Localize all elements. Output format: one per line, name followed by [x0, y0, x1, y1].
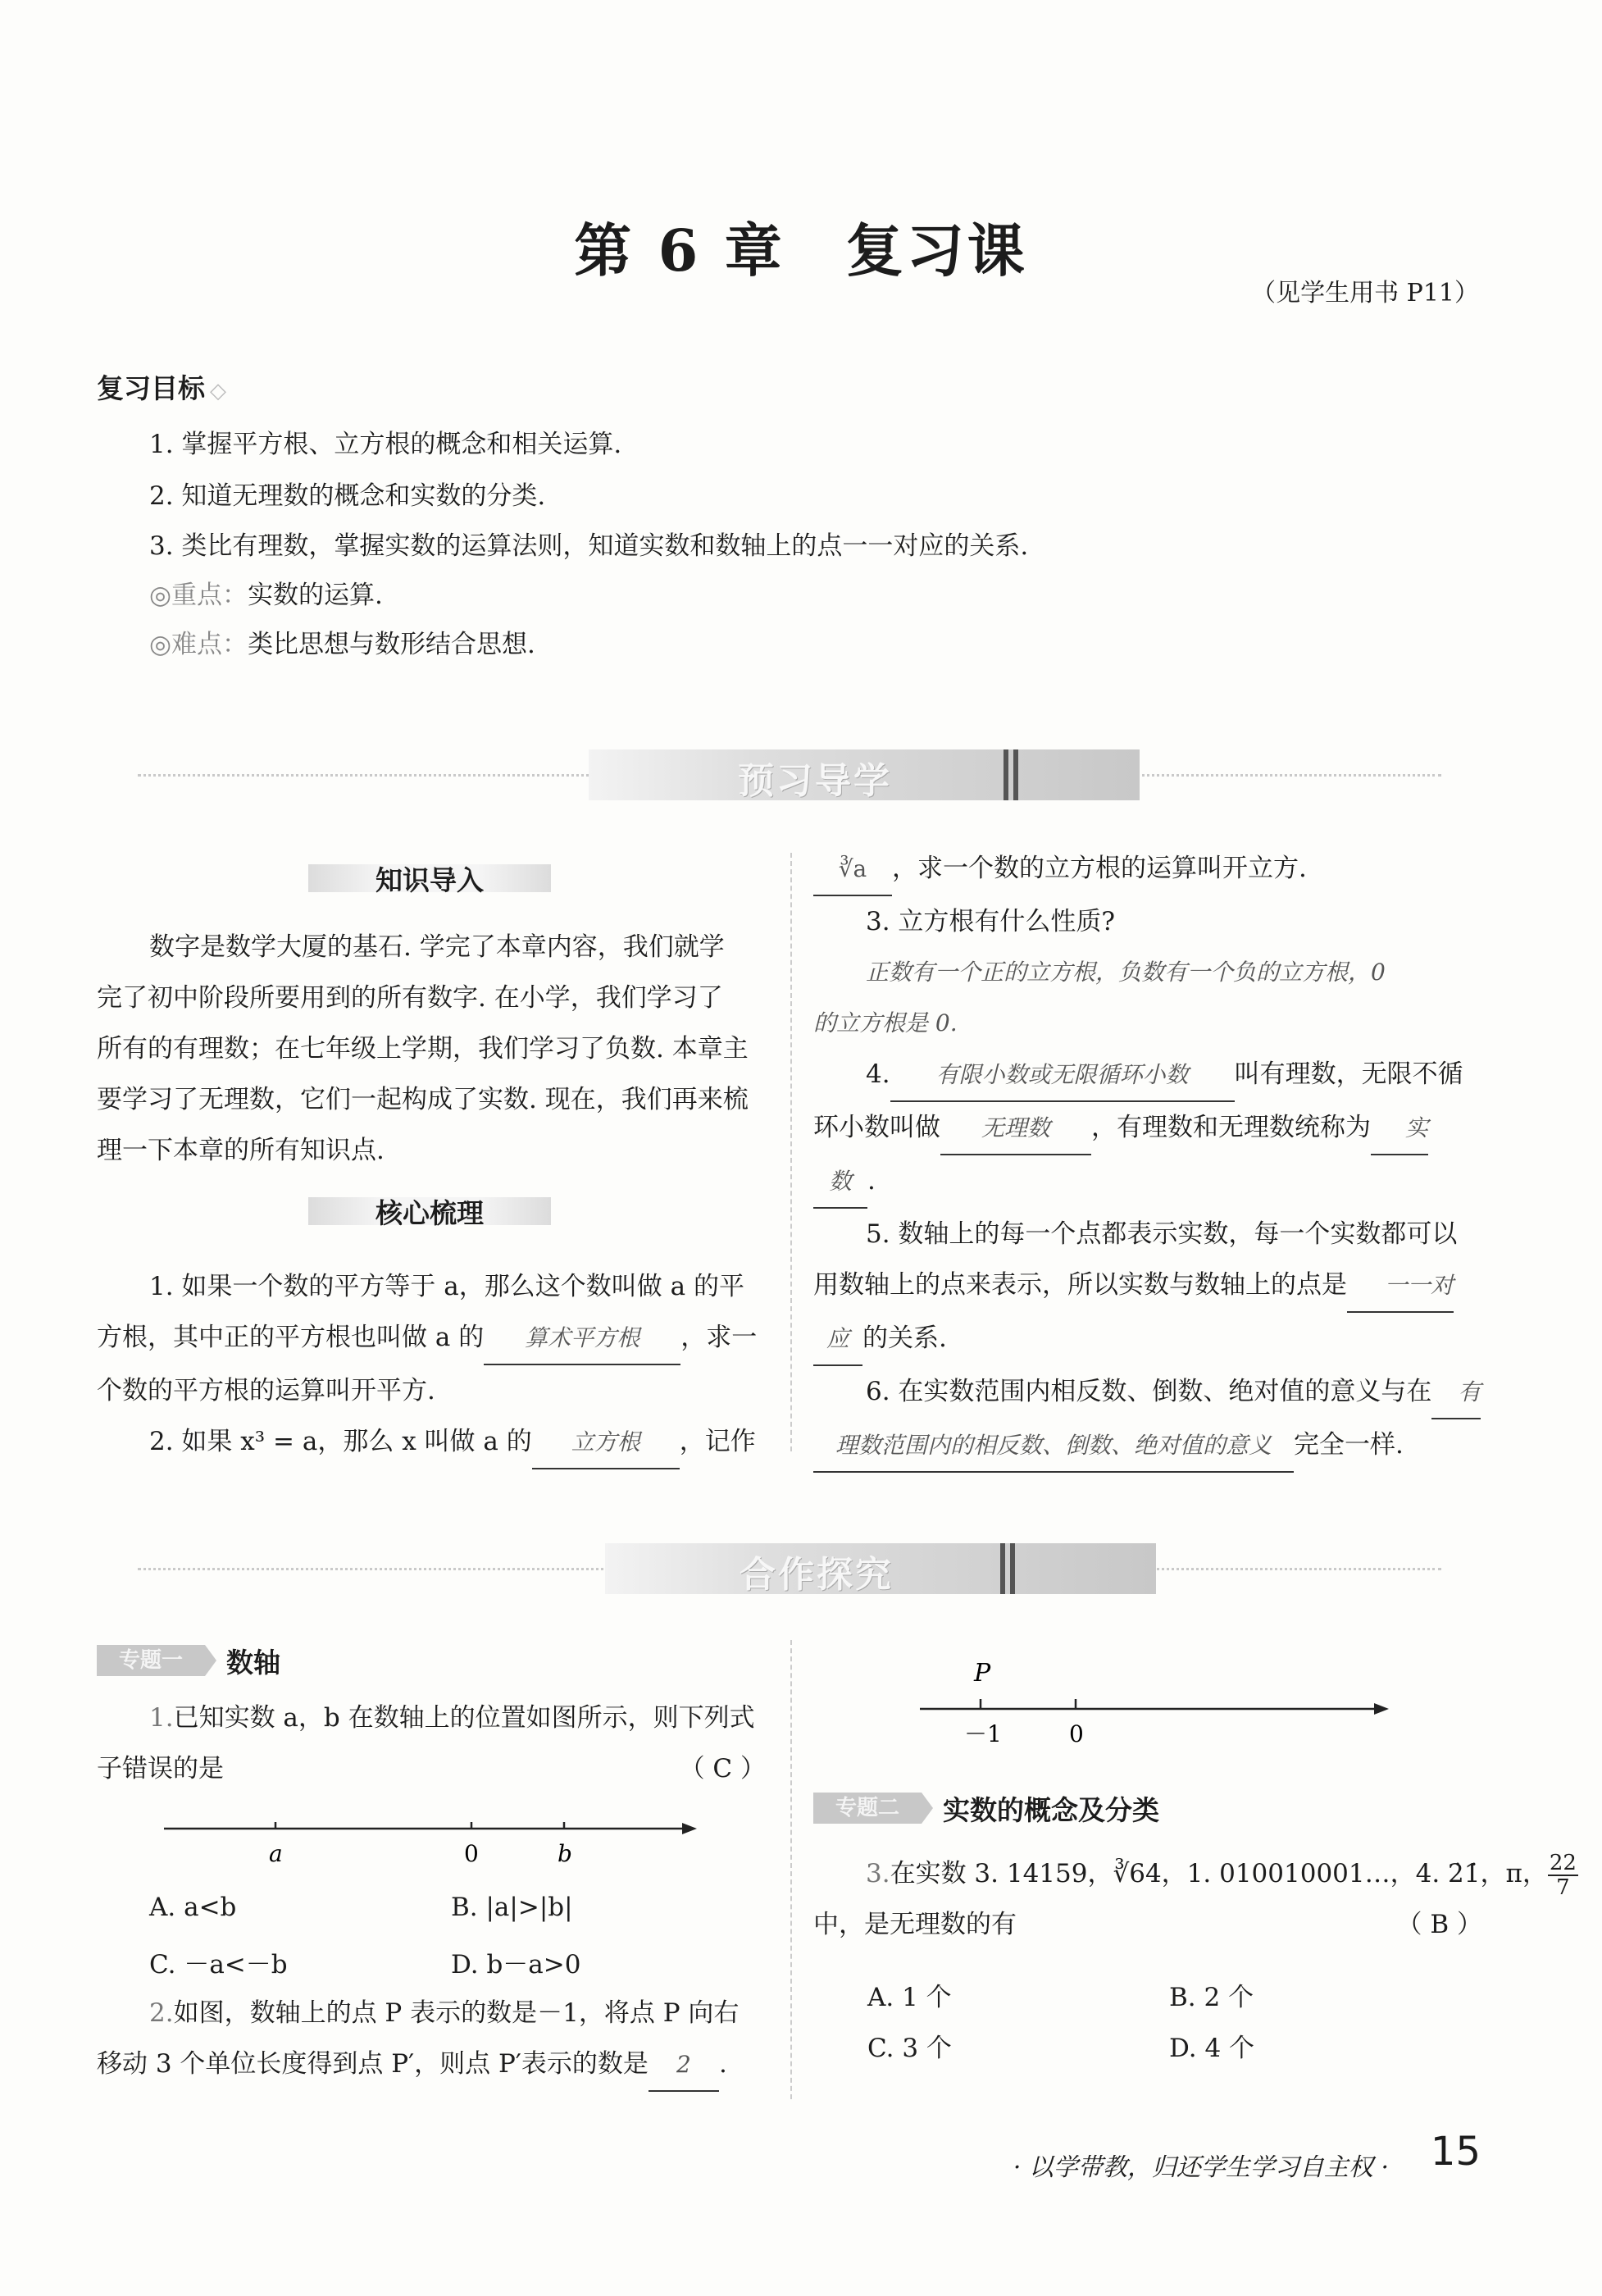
answer-irrational: 无理数 [940, 1103, 1091, 1155]
page-title: 第 6 章 复习课 [574, 216, 1028, 285]
core-5-end: 的关系. [862, 1323, 947, 1353]
core-1-tail: ，求一 [680, 1323, 758, 1352]
goal-item-1: 1. 掌握平方根、立方根的概念和相关运算. [149, 430, 622, 459]
intro-line-3: 所有的有理数；在七年级上学期，我们学习了负数. 本章主 [97, 1034, 749, 1064]
core-1-text: 方根，其中正的平方根也叫做 a 的 [97, 1323, 485, 1352]
question-1-line-2 [97, 1743, 766, 1794]
answer-one-to-one-2: 应 [813, 1314, 862, 1366]
question-1-option-a: A. a<b [149, 1893, 237, 1922]
intro-line-4: 要学习了无理数，它们一起构成了实数. 现在，我们再来梳 [97, 1085, 749, 1114]
banner-explore-label: 合作探究 [740, 1554, 894, 1596]
goals-heading-text: 复习目标 [97, 372, 205, 404]
core-6-text: 6. 在实数范围内相反数、倒数、绝对值的意义与在 [866, 1377, 1432, 1406]
core-6-end: 完全一样. [1294, 1430, 1404, 1460]
label-b: b [558, 1840, 572, 1867]
question-1-option-d: D. b－a>0 [451, 1950, 581, 1979]
book-reference: （见学生用书 P11） [1251, 279, 1479, 308]
core-2-end: ，求一个数的立方根的运算叫开立方. [892, 854, 1307, 883]
section-banner-explore [138, 1540, 1441, 1597]
fraction-22-7 [1548, 1852, 1578, 1899]
question-1-text-2: 子错误的是 [97, 1754, 224, 1784]
intro-heading-text: 知识导入 [375, 864, 484, 896]
topic-2-tag: 专题二 [813, 1793, 922, 1824]
question-3-text-2: 中，是无理数的有 [813, 1910, 1017, 1939]
question-3-text: 在实数 3. 14159，∛64，1. 010010001…，4. 2̇1̇，π， [890, 1859, 1548, 1888]
core-2-text: 2. 如果 x³ = a，那么 x 叫做 a 的 [149, 1427, 532, 1456]
core-3-answer-2: 的立方根是 0. [813, 1009, 958, 1036]
core-1-line-3: 个数的平方根的运算叫开平方. [97, 1376, 435, 1405]
fraction-numerator: 22 [1549, 1850, 1577, 1875]
core-6-line-2 [813, 1419, 1482, 1473]
question-2-number: 2. [149, 1998, 174, 2028]
topic-1-tag: 专题一 [97, 1645, 205, 1676]
intro-line-2: 完了初中阶段所要用到的所有数字. 在小学，我们学习了 [97, 983, 723, 1013]
answer-cube-root-notation: ∛a [813, 844, 892, 896]
goals-heading [97, 367, 226, 406]
goal-item-2: 2. 知道无理数的概念和实数的分类. [149, 481, 546, 511]
answer-real-1: 实 [1371, 1103, 1428, 1155]
column-divider-2 [790, 1640, 792, 2099]
question-3 [813, 1848, 1577, 1950]
core-items-left [97, 1261, 766, 1469]
core-items-right [813, 843, 1482, 1473]
answer-real-2: 数 [813, 1156, 867, 1209]
question-3-number: 3. [866, 1859, 890, 1888]
page-number: 15 [1430, 2129, 1481, 2175]
goal-difficulty [149, 628, 535, 661]
number-line-1 [164, 1812, 705, 1870]
core-5-text: 用数轴上的点来表示，所以实数与数轴上的点是 [813, 1270, 1347, 1300]
question-2-text: 如图，数轴上的点 P 表示的数是－1，将点 P 向右 [173, 1998, 740, 2028]
label-a: a [269, 1840, 283, 1867]
goal-item-3: 3. 类比有理数，掌握实数的运算法则，知道实数和数轴上的点一一对应的关系. [149, 531, 1029, 561]
core-4-num: 4. [866, 1059, 890, 1089]
core-4-text: 叫有理数，无限不循 [1234, 1059, 1463, 1089]
answer-same-meaning-1: 有 [1431, 1367, 1481, 1419]
core-4-line-3 [813, 1155, 1482, 1209]
core-heading [308, 1191, 551, 1230]
question-3-option-a: A. 1 个 [867, 1983, 952, 2012]
question-2-answer: 2 [649, 2039, 719, 2092]
core-heading-text: 核心梳理 [375, 1197, 484, 1229]
answer-cube-root: 立方根 [532, 1417, 680, 1469]
column-divider [790, 853, 792, 1451]
difficulty-text: 类比思想与数形结合思想. [248, 630, 535, 659]
footer-slogan: · 以学带教，归还学生学习自主权 · [1013, 2153, 1389, 2182]
question-3-option-d: D. 4 个 [1169, 2034, 1255, 2063]
fraction-denominator: 7 [1556, 1875, 1570, 1900]
question-1-option-b: B. |a|>|b| [451, 1893, 573, 1922]
core-2-line-2 [813, 843, 1482, 896]
core-2-tail: ，记作 [679, 1427, 756, 1456]
question-3-line-1 [813, 1848, 1577, 1900]
core-4-line-1 [813, 1049, 1482, 1102]
core-5-line-2 [813, 1260, 1482, 1313]
core-6-line-1 [813, 1366, 1482, 1419]
question-3-option-c: C. 3 个 [867, 2034, 952, 2063]
difficulty-label: ◎难点： [149, 630, 248, 659]
question-3-line-2 [813, 1899, 1482, 1950]
core-2-line-1 [97, 1416, 766, 1469]
answer-one-to-one-1: 一一对 [1347, 1260, 1454, 1313]
question-1-line-1 [97, 1692, 766, 1743]
core-5-line-3 [813, 1313, 1482, 1366]
question-2-line-2 [97, 2039, 766, 2092]
topic-2-header [813, 1788, 1387, 1829]
intro-line-5: 理一下本章的所有知识点. [97, 1136, 385, 1165]
question-3-option-b: B. 2 个 [1169, 1983, 1254, 2012]
question-2-text-2: 移动 3 个单位长度得到点 P′，则点 P′表示的数是 [97, 2049, 649, 2079]
key-label: ◎重点： [149, 581, 248, 610]
core-3-question: 3. 立方根有什么性质? [866, 907, 1116, 936]
question-1 [97, 1692, 766, 1794]
core-1-line-1: 1. 如果一个数的平方等于 a，那么这个数叫做 a 的平 [149, 1272, 744, 1301]
core-5-line-1: 5. 数轴上的每一个点都表示实数，每一个实数都可以 [866, 1219, 1458, 1249]
question-1-number: 1. [149, 1703, 174, 1733]
banner-preview-label: 预习导学 [738, 760, 892, 802]
core-4-line-2 [813, 1102, 1482, 1155]
core-4-end: . [867, 1166, 876, 1196]
question-3-answer: （ B ） [1396, 1910, 1482, 1939]
number-line-2 [910, 1658, 1402, 1748]
question-1-answer: （ C ） [679, 1754, 766, 1784]
label-zero-2: 0 [1069, 1720, 1084, 1747]
core-4-text-3: ，有理数和无理数统称为 [1091, 1113, 1371, 1142]
question-1-text: 已知实数 a，b 在数轴上的位置如图所示，则下列式 [173, 1703, 755, 1733]
intro-heading [308, 858, 551, 897]
answer-same-meaning-2: 理数范围内的相反数、倒数、绝对值的意义 [813, 1420, 1294, 1473]
question-2 [97, 1988, 766, 2092]
diamond-icon: ◇ [210, 379, 226, 403]
topic-1-header [97, 1640, 425, 1681]
answer-rational: 有限小数或无限循环小数 [890, 1050, 1235, 1102]
label-p: P [974, 1659, 991, 1688]
core-1-line-2 [97, 1312, 766, 1365]
goal-key-point [149, 579, 383, 612]
core-3-answer-1: 正数有一个正的立方根，负数有一个负的立方根，0 [866, 959, 1386, 986]
question-2-line-1 [97, 1988, 766, 2039]
key-text: 实数的运算. [248, 581, 383, 610]
topic-2-title: 实数的概念及分类 [943, 1794, 1159, 1826]
topic-1-title: 数轴 [226, 1647, 280, 1679]
label-zero: 0 [464, 1840, 479, 1867]
intro-line-1: 数字是数学大厦的基石. 学完了本章内容，我们就学 [149, 932, 725, 962]
question-1-option-c: C. －a<－b [149, 1950, 288, 1979]
section-banner-preview [138, 746, 1441, 804]
intro-paragraph [97, 922, 766, 1176]
answer-arithmetic-root: 算术平方根 [484, 1313, 680, 1365]
question-2-end: . [718, 2049, 727, 2079]
core-4-text-2: 环小数叫做 [813, 1113, 940, 1142]
label-minus-one: －1 [964, 1720, 1002, 1747]
